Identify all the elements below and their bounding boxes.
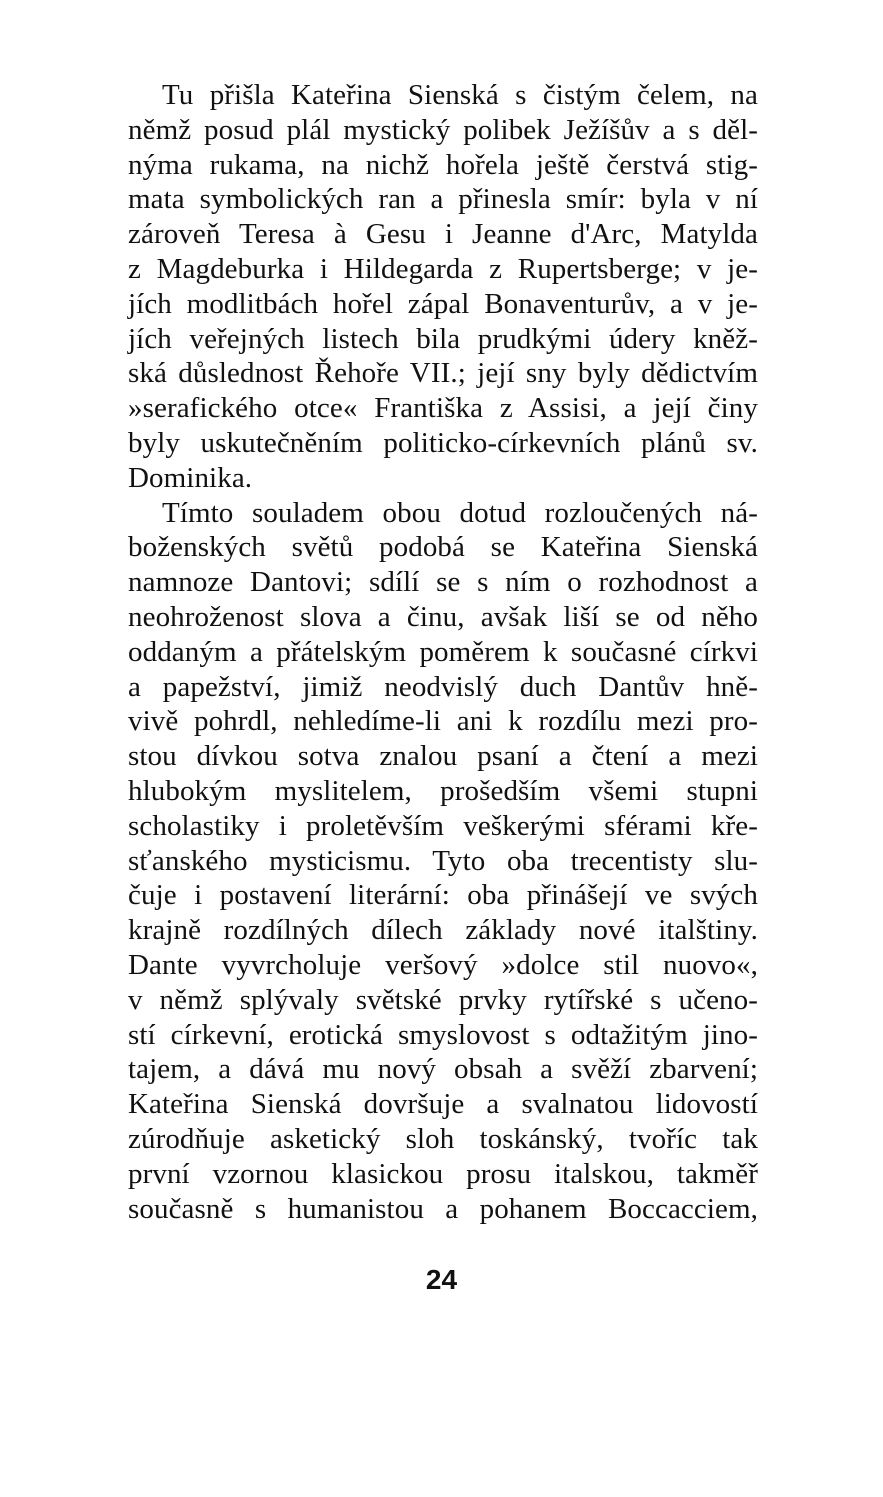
text-line: byly uskutečněním politicko-církevních plánů sv. bbox=[128, 426, 758, 459]
text-line: čuje i postavení literární: oba přinášejí ve svých bbox=[128, 879, 758, 912]
text-line: hlubokým myslitelem, prošedším všemi stupni bbox=[128, 774, 758, 807]
text-line: jích veřejných listech bila prudkými údery kněž- bbox=[128, 322, 758, 355]
text-line: zároveň Teresa à Gesu i Jeanne d'Arc, Matylda bbox=[128, 218, 758, 251]
body-text bbox=[128, 78, 758, 1226]
paragraph-2 bbox=[128, 496, 758, 1227]
text-line: Kateřina Sienská dovršuje a svalnatou lidovostí bbox=[128, 1088, 758, 1121]
text-line: scholastiky i proletěvším veškerými sférami kře- bbox=[128, 809, 758, 842]
text-line: stou dívkou sotva znalou psaní a čtení a mezi bbox=[128, 740, 758, 773]
text-line: stí církevní, erotická smyslovost s odtažitým jino- bbox=[128, 1018, 758, 1051]
text-line: ská důslednost Řehoře VII.; její sny byly dědictvím bbox=[128, 357, 758, 390]
text-line: Tímto souladem obou dotud rozloučených ná- bbox=[162, 496, 758, 529]
text-line: němž posud plál mystický polibek Ježíšův a s děl- bbox=[128, 113, 758, 146]
text-line: první vzornou klasickou prosu italskou, takměř bbox=[128, 1157, 758, 1190]
text-line: neohroženost slova a činu, avšak liší se od něho bbox=[128, 600, 758, 633]
page-number: 24 bbox=[425, 1264, 458, 1295]
text-line: »serafického otce« Františka z Assisi, a její činy bbox=[128, 392, 758, 425]
text-line: nýma rukama, na nichž hořela ještě čerstvá stig- bbox=[128, 148, 758, 181]
text-line: jích modlitbách hořel zápal Bonaventurův, a v je- bbox=[128, 287, 758, 320]
text-line: zúrodňuje asketický sloh toskánský, tvoříc tak bbox=[128, 1122, 758, 1155]
text-line: současně s humanistou a pohanem Boccacciem, bbox=[128, 1192, 758, 1225]
paragraph-1 bbox=[128, 78, 758, 496]
text-line: oddaným a přátelským poměrem k současné církvi bbox=[128, 635, 758, 668]
text-line: Dominika. bbox=[128, 461, 253, 494]
text-line: v němž splývaly světské prvky rytířské s učeno- bbox=[128, 983, 758, 1016]
text-line: tajem, a dává mu nový obsah a svěží zbarvení; bbox=[128, 1053, 758, 1086]
text-line: namnoze Dantovi; sdílí se s ním o rozhodnost a bbox=[128, 566, 758, 599]
text-line: z Magdeburka i Hildegarda z Rupertsberge; v je- bbox=[128, 252, 758, 285]
text-line: a papežství, jimiž neodvislý duch Dantův hně- bbox=[128, 670, 758, 703]
text-line: krajně rozdílných dílech základy nové italštiny. bbox=[128, 914, 758, 947]
text-line: sťanského mysticismu. Tyto oba trecentisty slu- bbox=[128, 844, 758, 877]
text-line: Tu přišla Kateřina Sienská s čistým čelem, na bbox=[162, 79, 758, 111]
text-line: Dante vyvrcholuje veršový »dolce stil nuovo«, bbox=[128, 948, 758, 981]
text-line: vivě pohrdl, nehledíme-li ani k rozdílu mezi pro- bbox=[128, 705, 758, 738]
text-line: boženských světů podobá se Kateřina Sienská bbox=[128, 531, 758, 564]
text-line: mata symbolických ran a přinesla smír: byla v ní bbox=[128, 183, 758, 216]
